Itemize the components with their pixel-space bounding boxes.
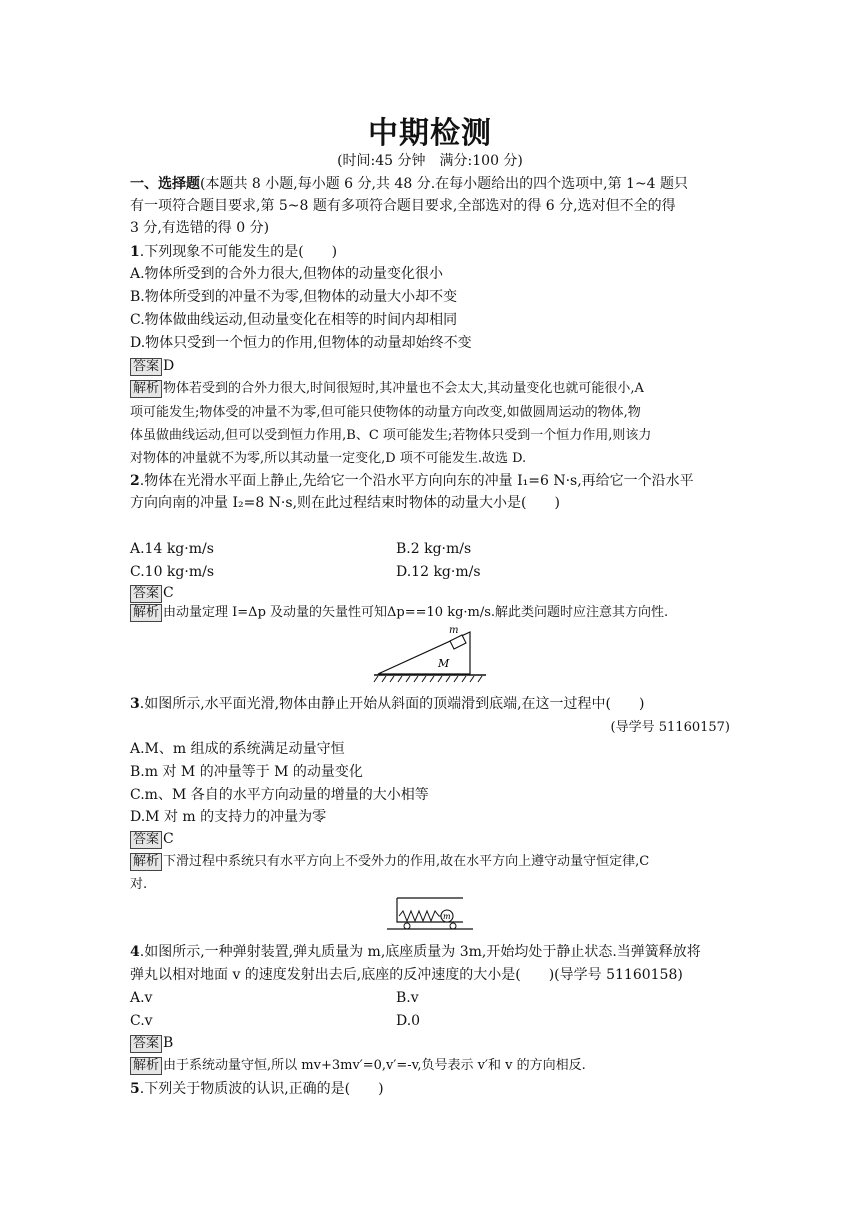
section-intro-line-1: 一、选择题(本题共 8 小题,每小题 6 分,共 48 分.在每小题给出的四个选项中,第 1~4 题只: [130, 176, 689, 192]
wheel-left: [404, 923, 410, 929]
q2-analysis: 解析 由动量定理 I=Δp 及动量的矢量性可知Δp==10 kg·m/s.解此类问题时应注意其方向性.: [130, 602, 730, 624]
q2-option-b: B.2 kg·m/s: [396, 541, 472, 557]
q1-analysis-line-3: 体虽做曲线运动,但可以受到恒力作用,B、C 项可能发生;若物体只受到一个恒力作用,则该力: [130, 428, 652, 443]
q2-stem-line-2: 方向向南的冲量 I₂=8 N·s,则在此过程结束时物体的动量大小是( ): [130, 495, 560, 511]
q3-option-a: A.M、m 组成的系统满足动量守恒: [130, 741, 345, 757]
exam-subtitle: (时间:45 分钟 满分:100 分): [337, 153, 523, 169]
q3-stem: 3.如图所示,水平面光滑,物体由静止开始从斜面的顶端滑到底端,在这一过程中( ): [130, 696, 645, 712]
answer-tag: 答案: [130, 358, 162, 376]
page-title: 中期检测: [368, 116, 492, 151]
wedge-label: M: [438, 657, 450, 670]
launcher-figure: [385, 894, 475, 934]
q2-answer: 答案 C: [130, 582, 730, 604]
section-heading: 一、选择题: [130, 176, 200, 192]
q1-analysis-line-1: 解析 物体若受到的合外力很大,时间很短时,其冲量也不会太大,其动量变化也就可能很小,A: [130, 378, 730, 400]
spring: [399, 911, 441, 921]
q4-option-c: C.v: [130, 1013, 153, 1029]
ground-hatch: [374, 676, 482, 682]
q1-option-a: A.物体所受到的合外力很大,但物体的动量变化很小: [130, 266, 444, 282]
q2-stem-line-1: 2.物体在光滑水平面上静止,先给它一个沿水平方向向东的冲量 I₁=6 N·s,再给它一个沿水平: [130, 473, 694, 489]
q2-option-c: C.10 kg·m/s: [130, 564, 214, 580]
q3-ref: (导学号 51160157): [610, 720, 730, 735]
q4-answer: 答案 B: [130, 1032, 730, 1054]
q1-option-d: D.物体只受到一个恒力的作用,但物体的动量却始终不变: [130, 335, 472, 351]
q4-analysis: 解析 由于系统动量守恒,所以 mv+3mv′=0,v′=-v,负号表示 v′和 v 的方向相反.: [130, 1055, 730, 1077]
q4-options-row-1: [130, 987, 730, 1009]
q4-stem-line-1: 4.如图所示,一种弹射装置,弹丸质量为 m,底座质量为 3m,开始均处于静止状态.当弹簧释放将: [130, 944, 701, 960]
q2-options-row-2: [130, 561, 730, 583]
q2-options-row-1: [130, 538, 730, 560]
q1-stem: 1.下列现象不可能发生的是( ): [130, 244, 338, 260]
q4-stem-line-2: 弹丸以相对地面 v 的速度发射出去后,底座的反冲速度的大小是( )(导学号 51160158): [130, 967, 683, 983]
small-block: [450, 635, 466, 649]
q1-analysis-line-2: 项可能发生;物体受的冲量不为零,但可能只使物体的动量方向改变,如做圆周运动的物体,物: [130, 405, 641, 420]
section-intro-line-3: 3 分,有选错的得 0 分): [130, 220, 270, 236]
ball-label: m: [443, 912, 451, 921]
q3-analysis-line-1: 解析 下滑过程中系统只有水平方向上不受外力的作用,故在水平方向上遵守动量守恒定律,C: [130, 851, 730, 873]
q3-option-b: B.m 对 M 的冲量等于 M 的动量变化: [130, 764, 363, 780]
q3-analysis-line-2: 对.: [130, 877, 148, 892]
analysis-tag: 解析: [130, 380, 162, 398]
q5-stem: 5.下列关于物质波的认识,正确的是( ): [130, 1081, 384, 1097]
q1-option-b: B.物体所受到的冲量不为零,但物体的动量大小却不变: [130, 289, 458, 305]
q3-answer: 答案 C: [130, 828, 730, 850]
section-intro-line-2: 有一项符合题目要求,第 5~8 题有多项符合题目要求,全部选对的得 6 分,选对但不全的得: [130, 198, 676, 214]
incline-figure: [370, 622, 490, 684]
q2-option-a: A.14 kg·m/s: [130, 541, 214, 557]
wheel-right: [450, 923, 456, 929]
small-block-label: m: [449, 625, 459, 636]
q1-analysis-line-4: 对物体的冲量就不为零,所以其动量一定变化,D 项不可能发生.故选 D.: [130, 451, 527, 466]
q3-option-d: D.M 对 m 的支持力的冲量为零: [130, 809, 327, 825]
q4-option-d: D.0: [396, 1013, 421, 1029]
q3-option-c: C.m、M 各自的水平方向动量的增量的大小相等: [130, 787, 429, 803]
q4-options-row-2: [130, 1010, 730, 1032]
q2-option-d: D.12 kg·m/s: [396, 564, 481, 580]
q4-option-a: A.v: [130, 990, 153, 1006]
q1-option-c: C.物体做曲线运动,但动量变化在相等的时间内却相同: [130, 312, 458, 328]
q1-answer: 答案 D: [130, 355, 730, 377]
q4-option-b: B.v: [396, 990, 419, 1006]
